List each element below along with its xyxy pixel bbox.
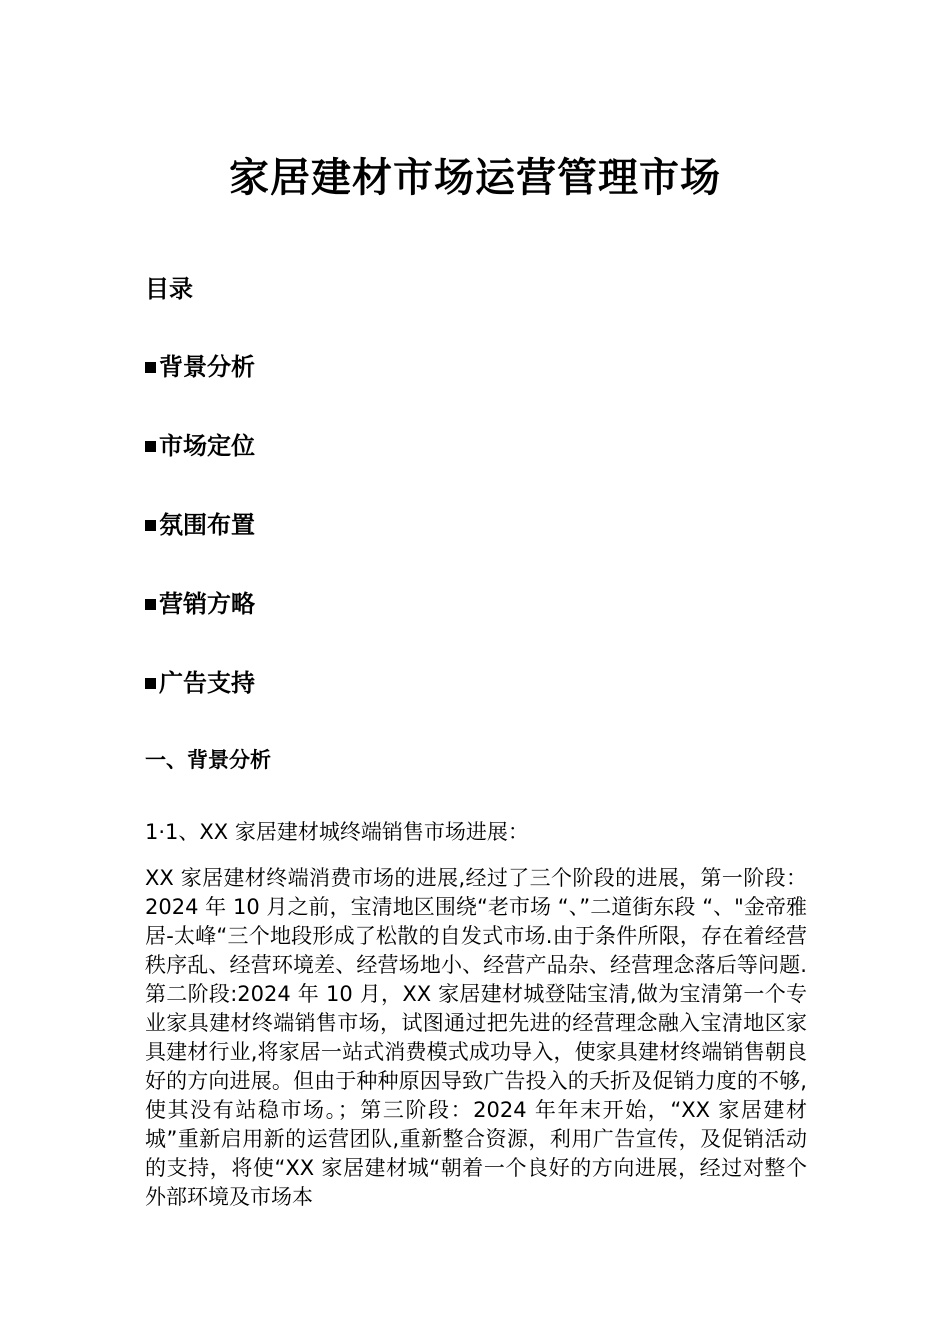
toc-item-marketing-strategy[interactable] bbox=[145, 587, 255, 666]
toc-heading: 目录 bbox=[145, 275, 193, 303]
square-bullet-icon bbox=[145, 441, 156, 452]
table-of-contents bbox=[145, 350, 255, 745]
toc-item-background-analysis[interactable] bbox=[145, 350, 255, 429]
square-bullet-icon bbox=[145, 362, 156, 373]
toc-item-market-positioning[interactable] bbox=[145, 429, 255, 508]
toc-item-advertising-support[interactable] bbox=[145, 666, 255, 745]
square-bullet-icon bbox=[145, 678, 156, 689]
toc-item-label: 市场定位 bbox=[159, 432, 255, 460]
square-bullet-icon bbox=[145, 599, 156, 610]
toc-item-label: 氛围布置 bbox=[159, 511, 255, 539]
toc-item-label: 背景分析 bbox=[159, 353, 255, 381]
section-heading: 一、背景分析 bbox=[145, 748, 271, 772]
toc-item-label: 广告支持 bbox=[159, 669, 255, 697]
toc-item-atmosphere-layout[interactable] bbox=[145, 508, 255, 587]
toc-item-label: 营销方略 bbox=[159, 590, 255, 618]
body-paragraph: XX 家居建材终端消费市场的进展,经过了三个阶段的进展，第一阶段：2024 年 10 月之前，宝清地区围绕“老市场 “、”二道街东段 “、"金帝雅居-太峰“三个地段形成了松散的自发式市场.由于条件所限，存在着经营秩序乱、经营环境差、经营场地小、经营产品杂、经营理念落后等问题.第二阶段:2024 年 10 月，XX 家居建材城登陆宝清,做为宝清第一个专业家具建材终端销售市场，试图通过把先进的经营理念融入宝清地区家具建材行业,将家居一站式消费模式成功导入，使家具建材终端销售朝良好的方向进展。但由于种种原因导致广告投入的夭折及促销力度的不够,使其没有站稳市场。；第三阶段：2024 年年末开始，“XX 家居建材城”重新启用新的运营团队,重新整合资源，利用广告宣传，及促销活动的支持，将使“XX 家居建材城“朝着一个良好的方向进展，经过对整个外部环境及市场本 bbox=[145, 866, 807, 1209]
square-bullet-icon bbox=[145, 520, 156, 531]
subsection-heading: 1·1、XX 家居建材城终端销售市场进展： bbox=[145, 820, 529, 844]
document-title: 家居建材市场运营管理市场 bbox=[229, 155, 721, 201]
